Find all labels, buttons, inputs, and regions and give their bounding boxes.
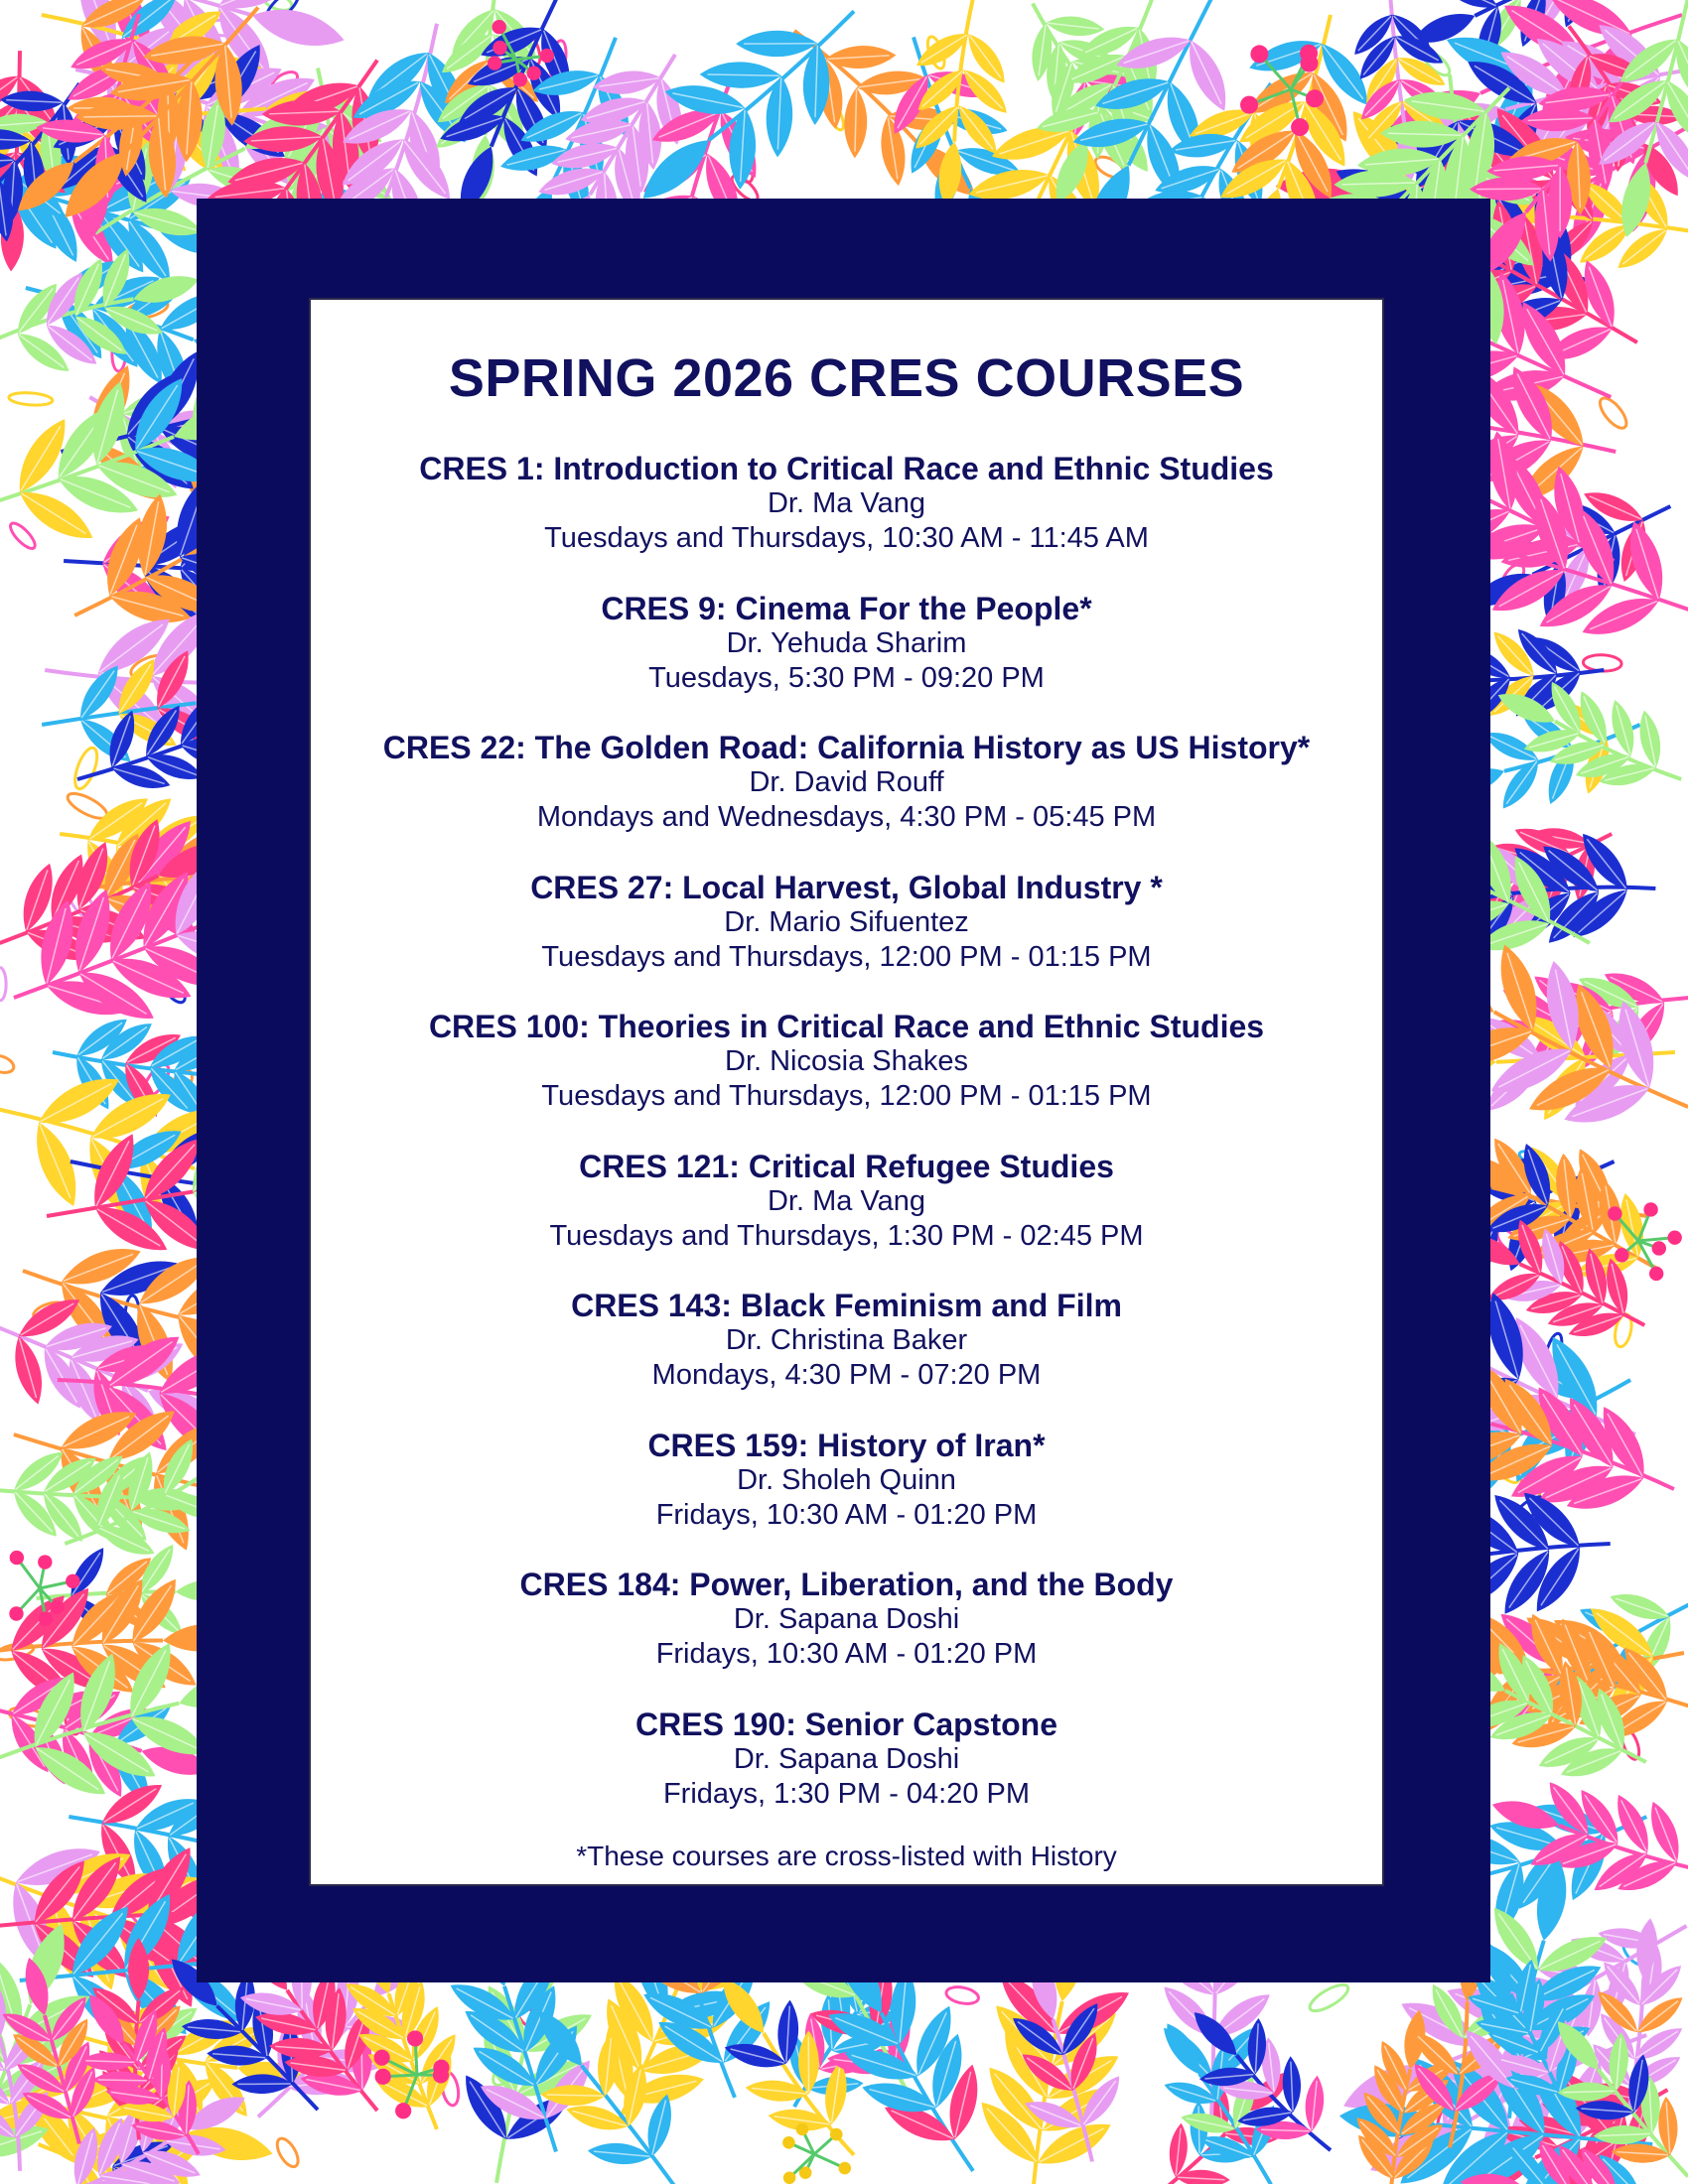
cross-listing-footnote: *These courses are cross-listed with History	[576, 1841, 1117, 1871]
course-title: CRES 190: Senior Capstone	[635, 1706, 1057, 1742]
course-schedule: Tuesdays and Thursdays, 1:30 PM - 02:45 PM	[549, 1219, 1144, 1252]
course-schedule: Fridays, 10:30 AM - 01:20 PM	[655, 1638, 1038, 1670]
petal-outline	[0, 1052, 16, 1076]
course-instructor: Dr. Sholeh Quinn	[737, 1463, 956, 1496]
course-item	[311, 870, 1382, 1010]
course-schedule: Mondays and Wednesdays, 4:30 PM - 05:45 PM	[536, 801, 1157, 833]
course-item	[311, 1149, 1382, 1289]
course-item	[311, 591, 1382, 731]
petal-outline	[70, 746, 101, 792]
course-title: CRES 22: The Golden Road: California History as US History*	[382, 730, 1311, 765]
course-title: CRES 121: Critical Refugee Studies	[579, 1148, 1114, 1184]
course-item	[311, 451, 1382, 591]
course-item	[311, 1288, 1382, 1428]
course-instructor: Dr. Christina Baker	[725, 1324, 968, 1356]
course-schedule: Fridays, 1:30 PM - 04:20 PM	[662, 1777, 1031, 1810]
course-schedule: Mondays, 4:30 PM - 07:20 PM	[651, 1359, 1042, 1391]
course-instructor: Dr. Nicosia Shakes	[725, 1045, 968, 1077]
page-title: SPRING 2026 CRES COURSES	[448, 348, 1245, 408]
petal-outline	[9, 391, 54, 406]
course-item	[311, 730, 1382, 870]
course-list	[311, 451, 1382, 1845]
course-title: CRES 159: History of Iran*	[647, 1427, 1046, 1463]
course-instructor: Dr. Sapana Doshi	[733, 1742, 960, 1775]
course-item	[311, 1428, 1382, 1568]
course-title: CRES 9: Cinema For the People*	[601, 590, 1092, 626]
berry-cluster	[782, 2123, 851, 2184]
course-instructor: Dr. Mario Sifuentez	[724, 905, 969, 938]
petal-outline	[1307, 1980, 1352, 2016]
course-instructor: Dr. Ma Vang	[767, 487, 926, 519]
course-schedule: Tuesdays and Thursdays, 12:00 PM - 01:15 PM	[541, 940, 1152, 973]
petal-outline	[273, 2135, 302, 2170]
course-title: CRES 1: Introduction to Critical Race and Ethnic Studies	[419, 451, 1274, 486]
course-title: CRES 27: Local Harvest, Global Industry *	[530, 869, 1163, 905]
course-instructor: Dr. Sapana Doshi	[733, 1603, 960, 1635]
course-title: CRES 143: Black Feminism and Film	[571, 1288, 1122, 1323]
course-instructor: Dr. Ma Vang	[767, 1184, 926, 1217]
course-schedule: Fridays, 10:30 AM - 01:20 PM	[655, 1498, 1038, 1531]
course-instructor: Dr. Yehuda Sharim	[726, 626, 967, 659]
course-item	[311, 1009, 1382, 1149]
course-item	[311, 1567, 1382, 1706]
course-instructor: Dr. David Rouff	[749, 766, 944, 798]
petal-outline	[0, 968, 6, 1001]
petal-outline	[7, 519, 39, 552]
course-title: CRES 100: Theories in Critical Race and Ethnic Studies	[428, 1009, 1265, 1044]
course-schedule: Tuesdays, 5:30 PM - 09:20 PM	[648, 661, 1045, 694]
course-schedule: Tuesdays and Thursdays, 10:30 AM - 11:45 AM	[544, 522, 1149, 554]
petal-outline	[1596, 394, 1631, 433]
petal-outline	[945, 1984, 980, 2006]
course-item	[311, 1706, 1382, 1846]
course-flyer-panel	[309, 298, 1384, 1886]
course-schedule: Tuesdays and Thursdays, 12:00 PM - 01:15 PM	[541, 1080, 1152, 1112]
course-title: CRES 184: Power, Liberation, and the Body	[519, 1567, 1174, 1602]
